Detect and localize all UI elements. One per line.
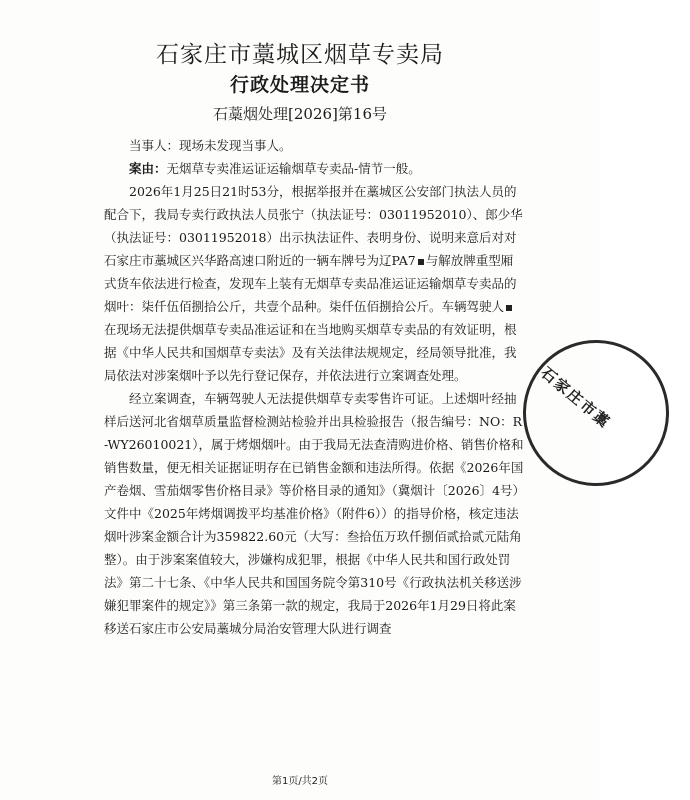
paragraph-1: [104, 180, 524, 387]
document-type-title: 行政处理决定书: [229, 74, 370, 96]
seal-text: 石家庄市藁: [537, 363, 614, 433]
cause-line: [104, 157, 524, 180]
paragraph-1-part-c: 在现场无法提供烟草专卖品准运证和在当地购买烟草专卖品的有效证明，根据《中华人民共和国烟草专卖法》及有关法律法规规定，经局领导批准，我局依法对涉案烟叶予以先行登记保存，并依法进行立案调查处理。: [104, 322, 517, 383]
cause-text: 无烟草专卖准运证运输烟草专卖品-情节一般。: [166, 161, 421, 176]
document-body: [104, 134, 524, 640]
document-number: 石藁烟处理[2026]第16号: [213, 105, 387, 123]
paragraph-2: 经立案调查，车辆驾驶人无法提供烟草专卖零售许可证。上述烟叶经抽样后送河北省烟草质量监督检测站检验并出具检验报告（报告编号：NO：R-WY26010021），属于烤烟烟叶。由于我局无法查清购进价格、销售价格和销售数量，便无相关证据证明存在已销售金额和违法所得。依据《2026年国产卷烟、雪茄烟零售价格目录》等价格目录的通知》（冀烟计〔2026〕4号）文件中《2025年烤烟调拨平均基准价格》（附件6））的指导价格，核定违法烟叶涉案金额合计为359822.60元（大写：叁拾伍万玖仟捌佰贰拾贰元陆角整）。由于涉案案值较大，涉嫌构成犯罪，根据《中华人民共和国行政处罚法》第二十七条、《中华人民共和国国务院令第310号《行政执法机关移送涉嫌犯罪案件的规定》》第三条第一款的规定，我局于2026年1月29日将此案移送石家庄市公安局藁城分局治安管理大队进行调查: [104, 391, 524, 636]
party-line: 当事人：现场未发现当事人。: [129, 138, 292, 153]
official-seal: [502, 319, 689, 506]
page-number: 第1页/共2页: [271, 776, 329, 787]
paragraph-1-part-b: 与解放牌重型厢式货车依法进行检查，发现车上装有无烟草专卖品准运证运输烟草专卖品的烟叶：柒仟伍佰捌拾公斤，共壹个品种。柒仟伍佰捌拾公斤。车辆驾驶人: [104, 253, 517, 314]
redaction-mark: [418, 259, 424, 265]
issuing-organization: 石家庄市藁城区烟草专卖局: [156, 42, 444, 68]
cause-label: 案由：: [129, 161, 167, 176]
paragraph-1-part-a: 2026年1月25日21时53分，根据举报并在藁城区公安部门执法人员的配合下，我局专卖行政执法人员张宁（执法证号：03011952010）、郎少华（执法证号：03011952018）出示执法证件、表明身份、说明来意后对对石家庄市藁城区兴华路高速口附近的一辆车牌号为辽PA7: [104, 184, 523, 268]
redaction-mark: [506, 305, 512, 311]
